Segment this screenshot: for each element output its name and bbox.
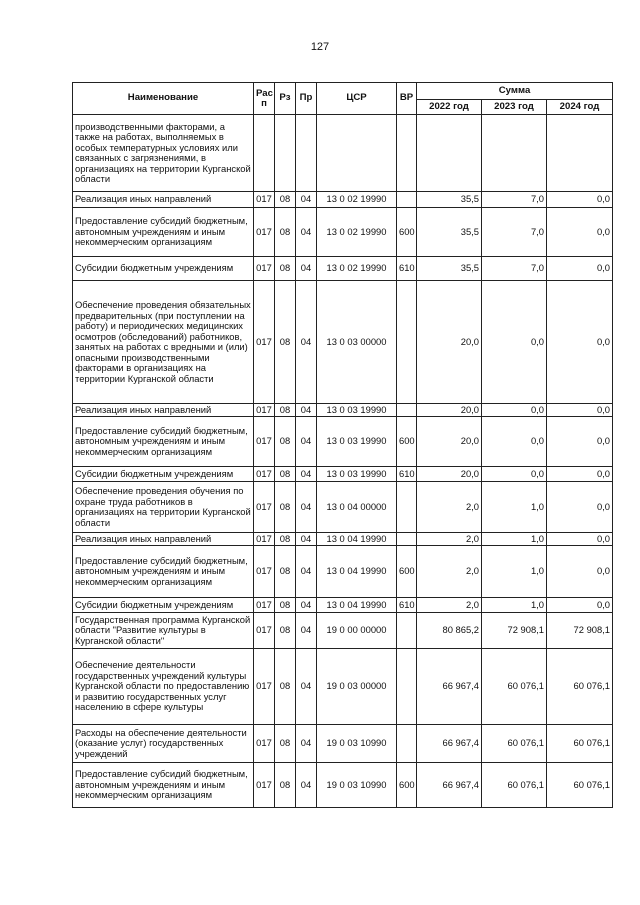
row-pr: 04 bbox=[296, 208, 317, 257]
row-vr: 610 bbox=[397, 598, 417, 613]
row-amount-2023: 1,0 bbox=[482, 482, 547, 533]
row-amount-2023: 7,0 bbox=[482, 257, 547, 281]
row-pr: 04 bbox=[296, 404, 317, 417]
row-amount-2024: 0,0 bbox=[547, 467, 613, 482]
row-amount-2022: 35,5 bbox=[417, 208, 482, 257]
row-amount-2022: 35,5 bbox=[417, 257, 482, 281]
row-vr bbox=[397, 404, 417, 417]
row-csr: 13 0 03 00000 bbox=[317, 281, 397, 404]
row-vr bbox=[397, 482, 417, 533]
row-ras: 017 bbox=[254, 613, 275, 649]
row-amount-2023: 1,0 bbox=[482, 533, 547, 546]
row-vr: 600 bbox=[397, 417, 417, 467]
row-ras: 017 bbox=[254, 763, 275, 808]
row-amount-2024 bbox=[547, 115, 613, 192]
table-row bbox=[73, 649, 613, 725]
row-ras: 017 bbox=[254, 598, 275, 613]
row-csr: 13 0 03 19990 bbox=[317, 417, 397, 467]
row-pr: 04 bbox=[296, 613, 317, 649]
header-ras: Рас п bbox=[254, 83, 275, 115]
row-amount-2022: 2,0 bbox=[417, 533, 482, 546]
row-csr: 19 0 00 00000 bbox=[317, 613, 397, 649]
page-number: 127 bbox=[310, 41, 330, 53]
row-name: Предоставление субсидий бюджетным, автономным учреждениям и иным некоммерческим организациям bbox=[73, 763, 254, 808]
row-ras: 017 bbox=[254, 482, 275, 533]
row-vr bbox=[397, 533, 417, 546]
row-name: Обеспечение деятельности государственных учреждений культуры Курганской области по предоставлению и развитию государственных услуг населению в сфере культуры bbox=[73, 649, 254, 725]
row-amount-2023: 0,0 bbox=[482, 467, 547, 482]
row-ras: 017 bbox=[254, 467, 275, 482]
row-name: Предоставление субсидий бюджетным, автономным учреждениям и иным некоммерческим организациям bbox=[73, 417, 254, 467]
row-pr: 04 bbox=[296, 533, 317, 546]
row-name: Субсидии бюджетным учреждениям bbox=[73, 467, 254, 482]
row-pr: 04 bbox=[296, 725, 317, 763]
row-name: Обеспечение проведения обязательных предварительных (при поступлении на работу) и периодических медицинских осмотров (обследований) работников, занятых на работах с вредными и (или) опасными производственными факторами в организациях на территории Курганской области bbox=[73, 281, 254, 404]
header-name: Наименование bbox=[73, 83, 254, 115]
row-amount-2022: 66 967,4 bbox=[417, 763, 482, 808]
table-row bbox=[73, 546, 613, 598]
row-rz: 08 bbox=[275, 649, 296, 725]
row-vr: 600 bbox=[397, 763, 417, 808]
row-amount-2022: 20,0 bbox=[417, 404, 482, 417]
row-pr: 04 bbox=[296, 598, 317, 613]
row-vr bbox=[397, 725, 417, 763]
row-amount-2022: 2,0 bbox=[417, 546, 482, 598]
row-amount-2022: 20,0 bbox=[417, 467, 482, 482]
row-csr: 19 0 03 10990 bbox=[317, 725, 397, 763]
row-csr: 13 0 02 19990 bbox=[317, 192, 397, 208]
row-vr: 610 bbox=[397, 257, 417, 281]
row-csr: 13 0 04 19990 bbox=[317, 533, 397, 546]
row-pr bbox=[296, 115, 317, 192]
row-amount-2024: 60 076,1 bbox=[547, 649, 613, 725]
row-ras: 017 bbox=[254, 649, 275, 725]
row-amount-2022: 20,0 bbox=[417, 417, 482, 467]
row-amount-2022: 66 967,4 bbox=[417, 649, 482, 725]
row-ras bbox=[254, 115, 275, 192]
row-ras: 017 bbox=[254, 725, 275, 763]
table-row bbox=[73, 281, 613, 404]
row-ras: 017 bbox=[254, 208, 275, 257]
row-name: Субсидии бюджетным учреждениям bbox=[73, 257, 254, 281]
row-amount-2023: 1,0 bbox=[482, 598, 547, 613]
row-amount-2023: 1,0 bbox=[482, 546, 547, 598]
row-amount-2022: 35,5 bbox=[417, 192, 482, 208]
row-amount-2023: 7,0 bbox=[482, 208, 547, 257]
header-rz: Рз bbox=[275, 83, 296, 115]
row-rz: 08 bbox=[275, 281, 296, 404]
row-vr bbox=[397, 613, 417, 649]
table-row bbox=[73, 192, 613, 208]
row-amount-2022: 2,0 bbox=[417, 482, 482, 533]
row-pr: 04 bbox=[296, 649, 317, 725]
row-ras: 017 bbox=[254, 533, 275, 546]
row-rz: 08 bbox=[275, 533, 296, 546]
table-row bbox=[73, 482, 613, 533]
row-pr: 04 bbox=[296, 467, 317, 482]
row-pr: 04 bbox=[296, 257, 317, 281]
row-rz: 08 bbox=[275, 613, 296, 649]
budget-table bbox=[72, 82, 613, 808]
header-sum: Сумма bbox=[417, 83, 613, 100]
row-vr bbox=[397, 192, 417, 208]
table-row bbox=[73, 257, 613, 281]
table-row bbox=[73, 417, 613, 467]
row-rz: 08 bbox=[275, 546, 296, 598]
row-amount-2024: 0,0 bbox=[547, 417, 613, 467]
row-csr bbox=[317, 115, 397, 192]
row-name: Предоставление субсидий бюджетным, автономным учреждениям и иным некоммерческим организациям bbox=[73, 546, 254, 598]
row-csr: 13 0 02 19990 bbox=[317, 208, 397, 257]
row-name: Реализация иных направлений bbox=[73, 192, 254, 208]
row-amount-2023: 60 076,1 bbox=[482, 725, 547, 763]
row-ras: 017 bbox=[254, 257, 275, 281]
table-row bbox=[73, 115, 613, 192]
row-amount-2023: 72 908,1 bbox=[482, 613, 547, 649]
table-row bbox=[73, 763, 613, 808]
row-amount-2024: 0,0 bbox=[547, 257, 613, 281]
row-vr bbox=[397, 281, 417, 404]
row-amount-2024: 60 076,1 bbox=[547, 763, 613, 808]
row-rz: 08 bbox=[275, 257, 296, 281]
row-amount-2024: 0,0 bbox=[547, 404, 613, 417]
row-ras: 017 bbox=[254, 281, 275, 404]
row-csr: 13 0 04 19990 bbox=[317, 598, 397, 613]
row-amount-2024: 0,0 bbox=[547, 208, 613, 257]
row-name: Субсидии бюджетным учреждениям bbox=[73, 598, 254, 613]
table-row bbox=[73, 404, 613, 417]
row-amount-2022: 66 967,4 bbox=[417, 725, 482, 763]
row-amount-2022: 80 865,2 bbox=[417, 613, 482, 649]
table-row bbox=[73, 598, 613, 613]
row-ras: 017 bbox=[254, 192, 275, 208]
row-rz: 08 bbox=[275, 404, 296, 417]
row-name: Реализация иных направлений bbox=[73, 533, 254, 546]
row-rz: 08 bbox=[275, 208, 296, 257]
row-amount-2024: 72 908,1 bbox=[547, 613, 613, 649]
row-csr: 19 0 03 00000 bbox=[317, 649, 397, 725]
row-csr: 19 0 03 10990 bbox=[317, 763, 397, 808]
row-csr: 13 0 03 19990 bbox=[317, 467, 397, 482]
row-amount-2024: 0,0 bbox=[547, 533, 613, 546]
row-vr bbox=[397, 649, 417, 725]
row-name: Предоставление субсидий бюджетным, автономным учреждениям и иным некоммерческим организациям bbox=[73, 208, 254, 257]
table-row bbox=[73, 533, 613, 546]
row-pr: 04 bbox=[296, 546, 317, 598]
row-vr: 610 bbox=[397, 467, 417, 482]
row-vr bbox=[397, 115, 417, 192]
row-amount-2024: 60 076,1 bbox=[547, 725, 613, 763]
row-csr: 13 0 04 00000 bbox=[317, 482, 397, 533]
row-pr: 04 bbox=[296, 417, 317, 467]
row-vr: 600 bbox=[397, 546, 417, 598]
row-amount-2024: 0,0 bbox=[547, 192, 613, 208]
row-ras: 017 bbox=[254, 417, 275, 467]
row-rz bbox=[275, 115, 296, 192]
header-pr: Пр bbox=[296, 83, 317, 115]
row-rz: 08 bbox=[275, 598, 296, 613]
row-rz: 08 bbox=[275, 467, 296, 482]
row-pr: 04 bbox=[296, 281, 317, 404]
row-vr: 600 bbox=[397, 208, 417, 257]
row-amount-2023: 0,0 bbox=[482, 417, 547, 467]
header-vr: ВР bbox=[397, 83, 417, 115]
row-amount-2023 bbox=[482, 115, 547, 192]
table-row bbox=[73, 208, 613, 257]
row-amount-2023: 0,0 bbox=[482, 404, 547, 417]
table-row bbox=[73, 725, 613, 763]
row-csr: 13 0 03 19990 bbox=[317, 404, 397, 417]
table-row bbox=[73, 613, 613, 649]
row-amount-2022: 2,0 bbox=[417, 598, 482, 613]
row-rz: 08 bbox=[275, 725, 296, 763]
row-amount-2023: 60 076,1 bbox=[482, 649, 547, 725]
row-amount-2022: 20,0 bbox=[417, 281, 482, 404]
row-name: Обеспечение проведения обучения по охране труда работников в организациях на территории Курганской области bbox=[73, 482, 254, 533]
row-ras: 017 bbox=[254, 404, 275, 417]
row-pr: 04 bbox=[296, 482, 317, 533]
row-csr: 13 0 02 19990 bbox=[317, 257, 397, 281]
row-pr: 04 bbox=[296, 192, 317, 208]
row-rz: 08 bbox=[275, 482, 296, 533]
table-row bbox=[73, 467, 613, 482]
row-amount-2024: 0,0 bbox=[547, 482, 613, 533]
row-amount-2024: 0,0 bbox=[547, 281, 613, 404]
row-rz: 08 bbox=[275, 192, 296, 208]
row-rz: 08 bbox=[275, 417, 296, 467]
row-name: Реализация иных направлений bbox=[73, 404, 254, 417]
header-year-2022: 2022 год bbox=[417, 100, 482, 115]
row-name: Расходы на обеспечение деятельности (оказание услуг) государственных учреждений bbox=[73, 725, 254, 763]
row-rz: 08 bbox=[275, 763, 296, 808]
row-csr: 13 0 04 19990 bbox=[317, 546, 397, 598]
row-pr: 04 bbox=[296, 763, 317, 808]
header-csr: ЦСР bbox=[317, 83, 397, 115]
row-name: производственными факторами, а также на работах, выполняемых в особых температурных условиях или связанных с загрязнениями, в организациях на территории Курганской области bbox=[73, 115, 254, 192]
row-amount-2023: 7,0 bbox=[482, 192, 547, 208]
row-ras: 017 bbox=[254, 546, 275, 598]
header-year-2023: 2023 год bbox=[482, 100, 547, 115]
row-amount-2024: 0,0 bbox=[547, 546, 613, 598]
row-amount-2023: 0,0 bbox=[482, 281, 547, 404]
header-year-2024: 2024 год bbox=[547, 100, 613, 115]
row-amount-2022 bbox=[417, 115, 482, 192]
row-amount-2024: 0,0 bbox=[547, 598, 613, 613]
row-name: Государственная программа Курганской области "Развитие культуры в Курганской области" bbox=[73, 613, 254, 649]
row-amount-2023: 60 076,1 bbox=[482, 763, 547, 808]
